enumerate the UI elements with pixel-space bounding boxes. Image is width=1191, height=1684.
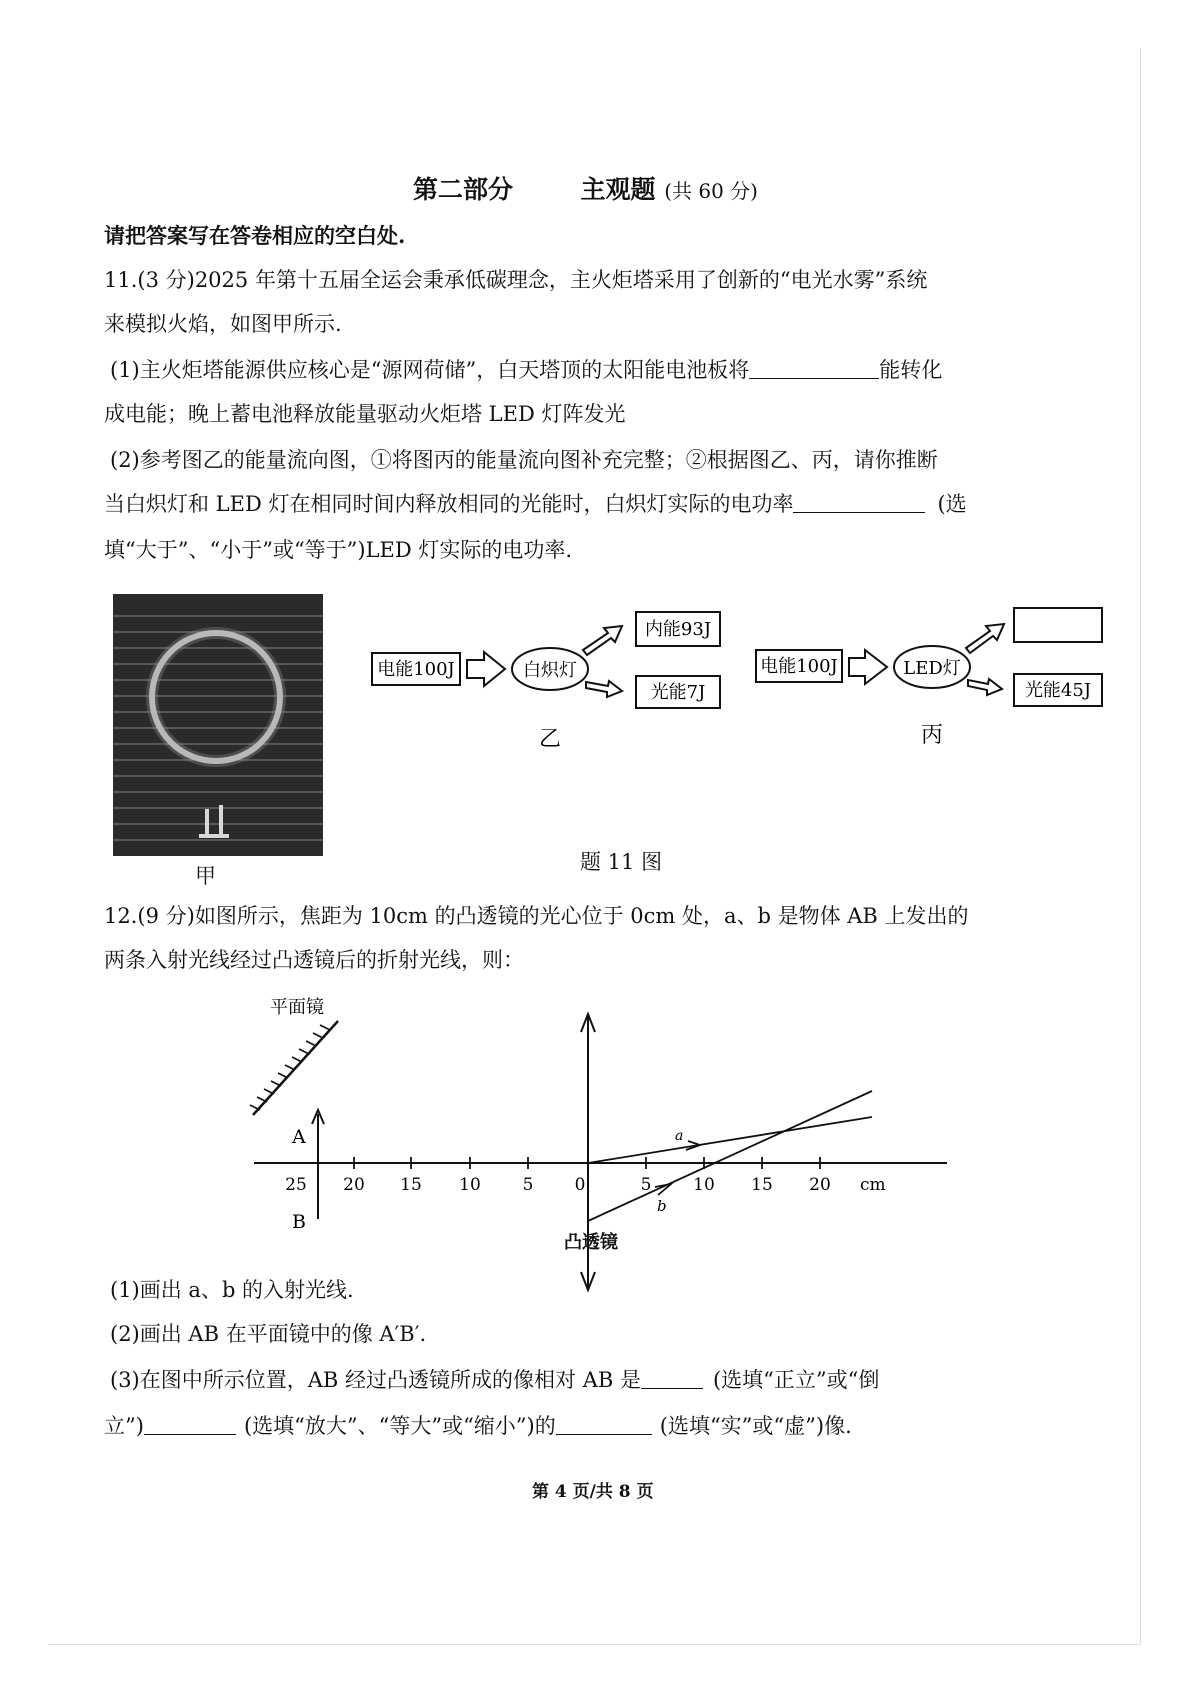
q11-stem-line1: 11.(3 分)2025 年第十五届全运会秉承低碳理念，主火炬塔采用了创新的“电光水雾”系统 bbox=[104, 268, 928, 292]
q11-part2-text: 当白炽灯和 LED 灯在相同时间内释放相同的光能时，白炽灯实际的电功率 bbox=[104, 492, 794, 516]
tick-label: 25 bbox=[285, 1175, 307, 1195]
yi-device-label: 白炽灯 bbox=[523, 660, 577, 681]
energy-flow-bing bbox=[756, 608, 1102, 748]
q12-sub1: (1)画出 a、b 的入射光线. bbox=[110, 1278, 354, 1302]
bing-out1-arrow bbox=[966, 624, 1004, 653]
q12-stem-line2: 两条入射光线经过凸透镜后的折射光线，则： bbox=[104, 948, 524, 972]
yi-out2-label: 光能7J bbox=[650, 682, 706, 703]
q12-answer-blank-1[interactable] bbox=[641, 1368, 703, 1389]
q11-part1 bbox=[110, 356, 942, 384]
section-subtitle: 主观题 bbox=[580, 175, 656, 204]
q11-answer-blank-1[interactable] bbox=[749, 358, 879, 379]
energy-flow-yi bbox=[372, 612, 720, 750]
yi-out1-label: 内能93J bbox=[644, 619, 712, 640]
scan-edge-bottom bbox=[48, 1644, 1141, 1645]
q11-answer-blank-2[interactable] bbox=[793, 492, 925, 513]
point-b-label: B bbox=[292, 1211, 306, 1233]
section-score: (共 60 分) bbox=[664, 179, 758, 203]
photo-label-jia: 甲 bbox=[195, 864, 216, 888]
q12-sub3-choice-2: (选填“放大”、“等大”或“缩小”)的 bbox=[243, 1414, 556, 1438]
point-a-label: A bbox=[292, 1126, 306, 1148]
q12-answer-blank-2[interactable] bbox=[144, 1414, 236, 1435]
q11-part2-line3: 填“大于”、“小于”或“等于”)LED 灯实际的电功率. bbox=[104, 538, 573, 562]
energy-flow-diagrams bbox=[360, 600, 1140, 750]
tick-label: 10 bbox=[459, 1175, 481, 1195]
page-footer: 第 4 页/共 8 页 bbox=[532, 1482, 654, 1502]
bing-input-arrow bbox=[849, 650, 887, 684]
torch-photo bbox=[113, 594, 323, 856]
yi-input-arrow bbox=[467, 652, 505, 686]
q11-figure-caption: 题 11 图 bbox=[580, 850, 663, 874]
tick-label: 5 bbox=[522, 1175, 534, 1195]
bing-out2-label: 光能45J bbox=[1024, 680, 1092, 701]
q12-sub3-line1 bbox=[110, 1366, 879, 1394]
diagram-label-yi: 乙 bbox=[538, 727, 562, 750]
q11-part2-line2 bbox=[104, 490, 967, 518]
ray-a-label: a bbox=[675, 1128, 684, 1144]
tick-label: 20 bbox=[343, 1175, 365, 1195]
q11-part1-text-end: 能转化 bbox=[879, 358, 943, 382]
tick-label: 5 bbox=[640, 1175, 652, 1195]
q12-sub3-choice-1: (选填“正立”或“倒 bbox=[712, 1368, 880, 1392]
q12-stem-line1: 12.(9 分)如图所示，焦距为 10cm 的凸透镜的光心位于 0cm 处，a、b 是物体 AB 上发出的 bbox=[104, 904, 969, 928]
tick-label: 15 bbox=[751, 1175, 773, 1195]
lens-label: 凸透镜 bbox=[564, 1232, 618, 1253]
q12-sub3-text-2: 立”) bbox=[104, 1414, 144, 1438]
axis-unit: cm bbox=[860, 1175, 886, 1195]
scan-edge-right bbox=[1140, 48, 1141, 1643]
q12-answer-blank-3[interactable] bbox=[556, 1414, 652, 1435]
tick-label: 10 bbox=[693, 1175, 715, 1195]
diagram-label-bing: 丙 bbox=[920, 723, 944, 748]
q11-part2-choice: (选 bbox=[937, 492, 967, 516]
yi-out2-arrow bbox=[586, 681, 622, 697]
bing-device-label: LED灯 bbox=[903, 658, 961, 679]
mirror-label: 平面镜 bbox=[270, 997, 324, 1018]
q11-part1-text: (1)主火炬塔能源供应核心是“源网荷储”，白天塔顶的太阳能电池板将 bbox=[110, 358, 750, 382]
q11-part2-line1: (2)参考图乙的能量流向图，①将图丙的能量流向图补充完整；②根据图乙、丙，请你推断 bbox=[110, 448, 938, 472]
q12-sub3-line2 bbox=[104, 1412, 852, 1440]
yi-out1-arrow bbox=[583, 626, 622, 655]
q11-part1-line2: 成电能；晚上蓄电池释放能量驱动火炬塔 LED 灯阵发光 bbox=[104, 402, 626, 426]
ray-b-label: b bbox=[657, 1197, 667, 1215]
yi-input-label: 电能100J bbox=[377, 659, 455, 680]
q12-sub3-text: (3)在图中所示位置，AB 经过凸透镜所成的像相对 AB 是 bbox=[110, 1368, 641, 1392]
plane-mirror bbox=[250, 1021, 338, 1115]
section-title: 第二部分 bbox=[413, 175, 514, 204]
tick-label: 20 bbox=[809, 1175, 831, 1195]
q12-sub2: (2)画出 AB 在平面镜中的像 A′B′. bbox=[110, 1322, 427, 1346]
bing-input-label: 电能100J bbox=[760, 656, 838, 677]
instruction: 请把答案写在答卷相应的空白处. bbox=[104, 223, 406, 248]
torch-photo-drawing bbox=[113, 594, 323, 856]
tick-label: 0 bbox=[574, 1175, 586, 1195]
bing-out1-box-empty[interactable] bbox=[1014, 608, 1102, 642]
section-heading bbox=[413, 176, 758, 205]
q11-stem-line2: 来模拟火焰，如图甲所示. bbox=[104, 312, 342, 336]
q12-sub3-choice-3: (选填“实”或“虚”)像. bbox=[659, 1414, 852, 1438]
tick-label: 15 bbox=[400, 1175, 422, 1195]
tick-labels bbox=[285, 1175, 831, 1195]
bing-out2-arrow bbox=[968, 679, 1002, 695]
